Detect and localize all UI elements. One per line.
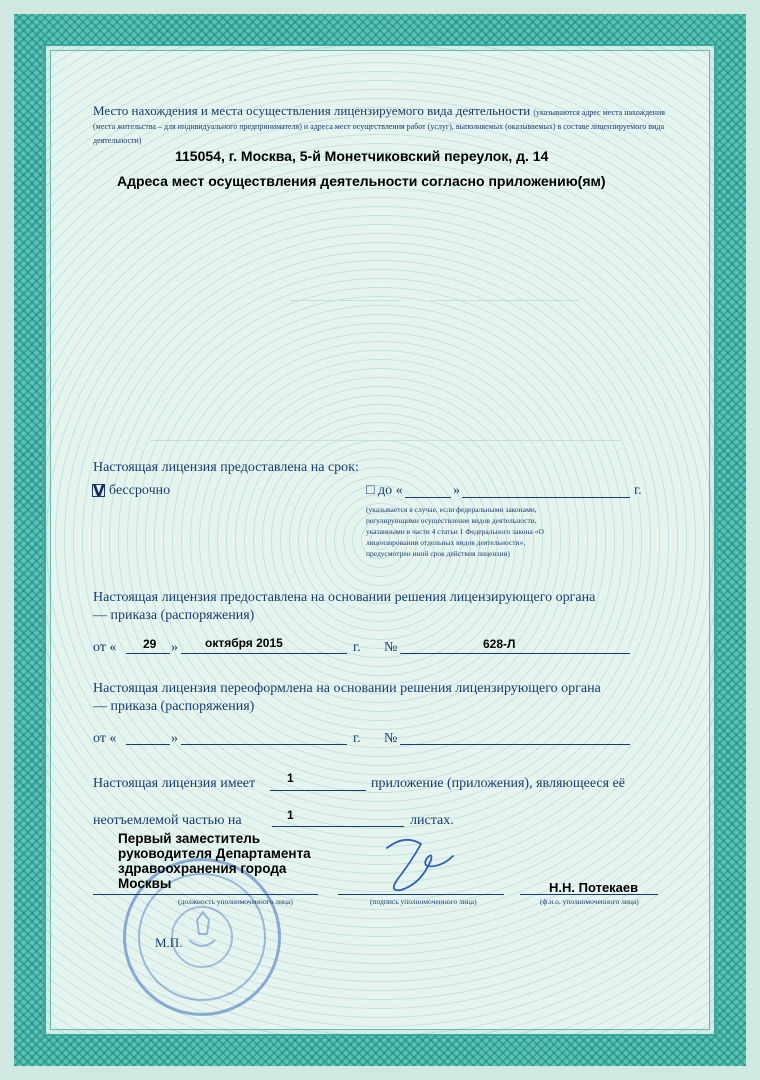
grant-heading-1: Настоящая лицензия предоставлена на основании решения лицензирующего органа: [93, 590, 596, 605]
term-note: (указывается в случае, если федеральными законами, регулирующими осуществление видов деятельности, указанными в части 4 статьи 1 Федерального закона «О лицензировании отдельных видов деятельности», предусмотрен иной срок действия лицензии): [366, 505, 544, 558]
reissue-date-line: [181, 744, 347, 745]
grant-close-quote: »: [171, 640, 178, 655]
reissue-number-sign: №: [384, 731, 398, 746]
until-prefix: □ до «: [366, 483, 403, 498]
name-line: [520, 894, 658, 895]
until-mid: »: [453, 483, 460, 498]
appendix-sheets-suffix: листах.: [410, 813, 454, 828]
signer-position-line: здравоохранения города: [118, 861, 287, 876]
signature-line: [338, 894, 504, 895]
reissue-number-line: [400, 744, 630, 745]
grant-heading-2: — приказа (распоряжения): [93, 608, 255, 623]
signer-position-line: Москвы: [118, 876, 172, 891]
addresses-note: Адреса мест осуществления деятельности согласно приложению(ям): [117, 173, 606, 189]
seal-place-label: М.П.: [155, 935, 183, 950]
show-through-line: [430, 300, 580, 301]
show-through-line: [150, 440, 620, 441]
grant-year-suffix: г.: [353, 640, 361, 655]
appendix-has-suffix: приложение (приложения), являющееся её: [371, 776, 625, 791]
appendix-sheets: 1: [287, 808, 294, 822]
grant-month-year: октября 2015: [205, 636, 283, 650]
signature-caption: (подпись уполномоченного лица): [370, 897, 477, 906]
appendix-has-prefix: Настоящая лицензия имеет: [93, 776, 256, 791]
location-heading: Место нахождения и места осуществления лицензируемого вида деятельности (указываются адрес места нахождения (места жительства – для индивидуального предпринимателя) и адреса мест осуществления работ (услуг), выполняемых (оказываемых) в составе лицензируемого вида деятельности): [93, 103, 665, 145]
grant-number: 628-Л: [483, 637, 516, 651]
until-suffix: г.: [634, 483, 642, 498]
reissue-from: от «: [93, 731, 117, 746]
term-heading: Настоящая лицензия предоставлена на срок:: [93, 460, 359, 475]
signer-position-line: руководителя Департамента: [118, 846, 311, 861]
grant-number-sign: №: [384, 640, 398, 655]
checkmark: V: [93, 482, 105, 500]
reissue-close-quote: »: [171, 731, 178, 746]
show-through-line: [290, 300, 400, 301]
address: 115054, г. Москва, 5-й Монетчиковский переулок, д. 14: [175, 148, 549, 164]
grant-number-line: [400, 653, 630, 654]
appendix-sheets-prefix: неотъемлемой частью на: [93, 813, 242, 828]
appendix-count: 1: [287, 771, 294, 785]
until-date-line: [462, 497, 630, 498]
reissue-heading-2: — приказа (распоряжения): [93, 699, 255, 714]
reissue-heading-1: Настоящая лицензия переоформлена на основании решения лицензирующего органа: [93, 681, 601, 696]
position-line: [93, 894, 318, 895]
signer-position-line: Первый заместитель: [118, 831, 261, 846]
name-caption: (ф.и.о. уполномоченного лица): [540, 897, 639, 906]
grant-date-line: [181, 653, 347, 654]
grant-from: от «: [93, 640, 117, 655]
indefinite-label: бессрочно: [109, 483, 171, 498]
reissue-day-line: [126, 744, 170, 745]
grant-day: 29: [143, 637, 157, 651]
signer-name: Н.Н. Потекаев: [549, 880, 639, 895]
reissue-year-suffix: г.: [353, 731, 361, 746]
signer-position: [118, 831, 311, 891]
position-caption: (должность уполномоченного лица): [178, 897, 293, 906]
until-day-line: [405, 497, 451, 498]
appendix-count-line: [270, 790, 366, 791]
grant-day-line: [126, 653, 170, 654]
